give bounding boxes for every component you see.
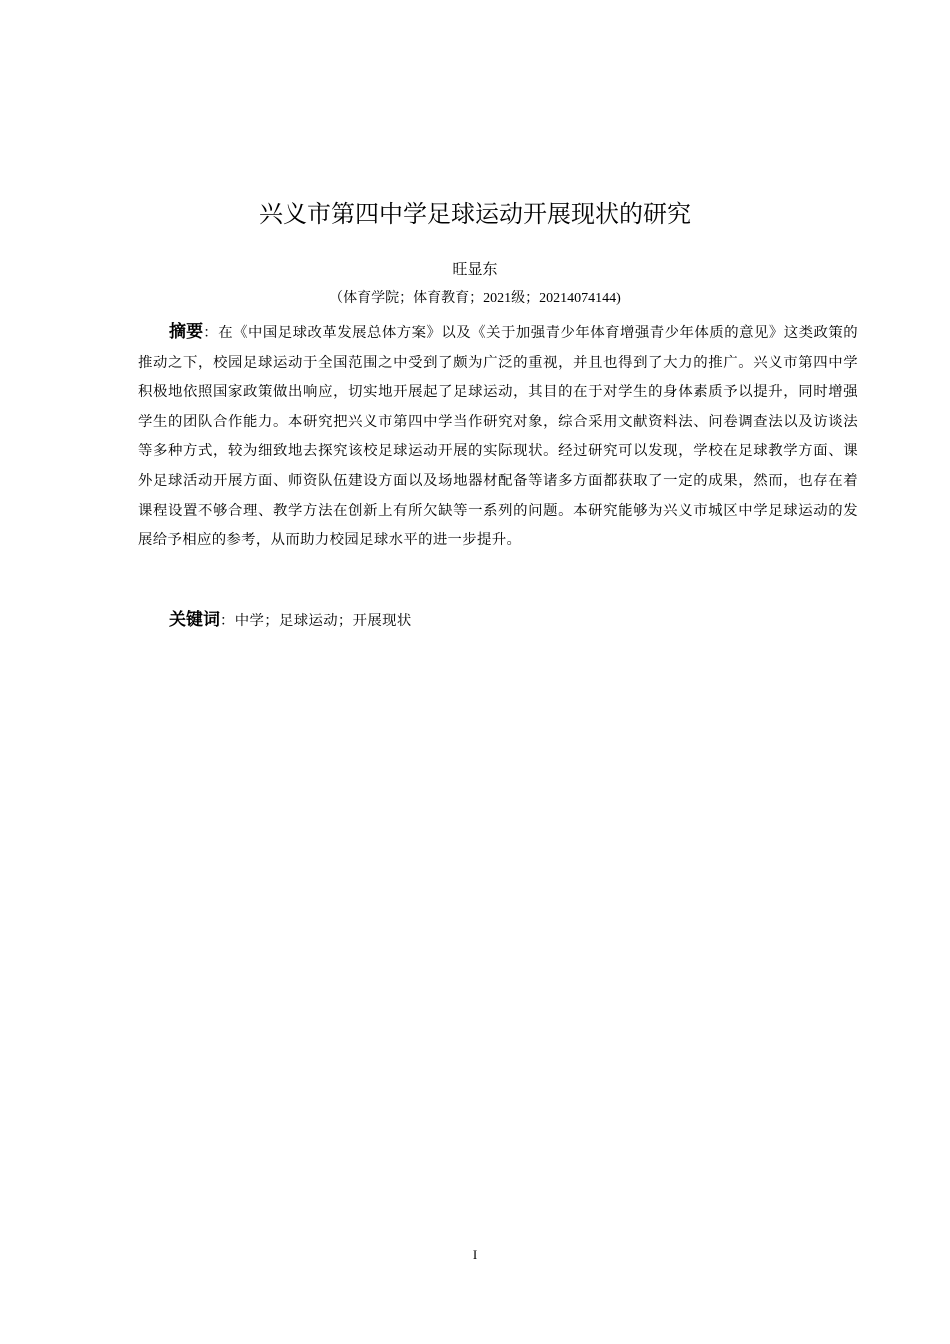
keywords-separator: ：	[220, 613, 235, 629]
abstract-label: 摘要	[169, 322, 204, 342]
abstract-separator: ：	[203, 325, 219, 341]
abstract-text: 在《中国足球改革发展总体方案》以及《关于加强青少年体育增强青少年体质的意见》这类政策的推动之下，校园足球运动于全国范围之中受到了颇为广泛的重视，并且也得到了大力的推广。兴义市第四中学积极地依照国家政策做出响应，切实地开展起了足球运动，其目的在于对学生的身体素质予以提升，同时增强学生的团队合作能力。本研究把兴义市第四中学当作研究对象，综合采用文献资料法、问卷调查法以及访谈法等多种方式，较为细致地去探究该校足球运动开展的实际现状。经过研究可以发现，学校在足球教学方面、课外足球活动开展方面、师资队伍建设方面以及场地器材配备等诸多方面都获取了一定的成果，然而，也存在着课程设置不够合理、教学方法在创新上有所欠缺等一系列的问题。本研究能够为兴义市城区中学足球运动的发展给予相应的参考，从而助力校园足球水平的进一步提升。	[138, 325, 859, 549]
keywords-text: 中学；足球运动；开展现状	[234, 613, 412, 629]
page-number: I	[472, 1247, 478, 1262]
author-name: 旺显东	[452, 260, 498, 278]
keywords-line	[169, 606, 859, 636]
keywords-label: 关键词	[169, 610, 220, 630]
abstract-paragraph	[138, 318, 858, 556]
paper-title: 兴义市第四中学足球运动开展现状的研究	[259, 200, 691, 228]
author-affiliation: （体育学院；体育教育；2021级；20214074144)	[329, 291, 621, 306]
